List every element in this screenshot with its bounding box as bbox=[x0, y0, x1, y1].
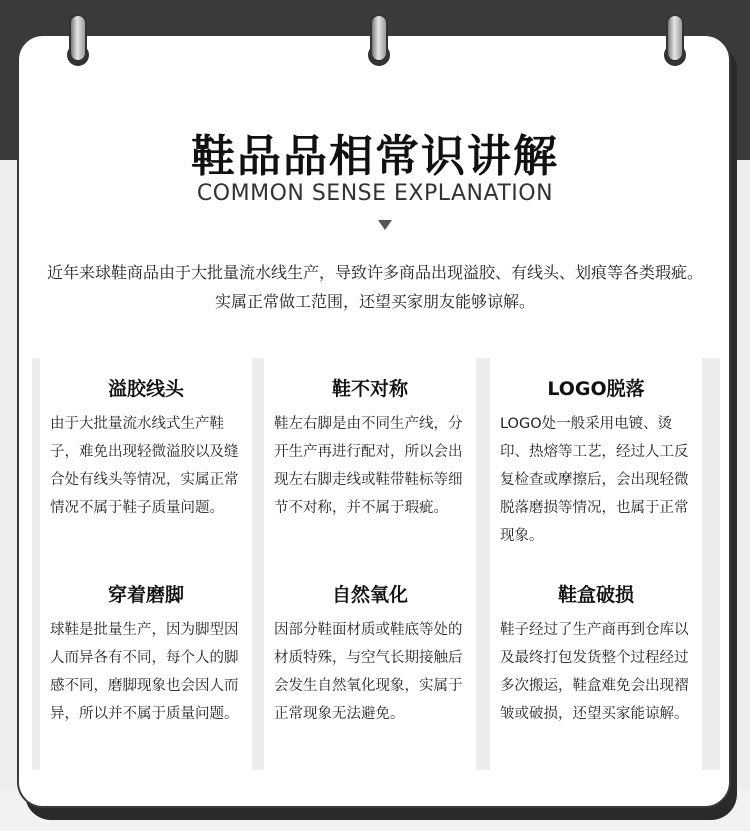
info-cell-body: 鞋子经过了生产商再到仓库以及最终打包发货整个过程经过多次搬运，鞋盒难免会出现褶皱或破损，还望买家能谅解。 bbox=[500, 622, 689, 722]
info-cell bbox=[490, 564, 702, 728]
info-cell bbox=[40, 564, 252, 728]
info-cell-title: LOGO脱落 bbox=[547, 378, 645, 400]
info-column-1 bbox=[40, 358, 252, 770]
info-cell bbox=[264, 358, 476, 522]
info-column-3 bbox=[490, 358, 702, 770]
info-cell-body: 由于大批量流水线式生产鞋子，难免出现轻微溢胶以及缝合处有线头等情况，实属正常情况不属于鞋子质量问题。 bbox=[50, 416, 239, 516]
info-cell bbox=[264, 564, 476, 728]
page-subtitle: COMMON SENSE EXPLANATION bbox=[196, 181, 554, 206]
info-cell bbox=[490, 358, 702, 550]
binder-ring-center-icon bbox=[370, 14, 388, 62]
info-cell-title: 溢胶线头 bbox=[107, 378, 184, 400]
intro-text bbox=[40, 258, 710, 316]
info-cell-title: 自然氧化 bbox=[331, 584, 408, 606]
info-column-2 bbox=[264, 358, 476, 770]
info-cell-title: 鞋不对称 bbox=[331, 378, 408, 400]
info-cell-body: 鞋左右脚是由不同生产线，分开生产再进行配对，所以会出现左右脚走线或鞋带鞋标等细节不对称，并不属于瑕疵。 bbox=[274, 416, 463, 516]
binder-ring-left-icon bbox=[69, 14, 87, 62]
page-title: 鞋品品相常识讲解 bbox=[191, 131, 559, 182]
info-cell-body: 因部分鞋面材质或鞋底等处的材质特殊，与空气长期接触后会发生自然氧化现象，实属于正常现象无法避免。 bbox=[274, 622, 463, 722]
info-cell-body: LOGO处一般采用电镀、烫印、热熔等工艺，经过人工反复检查或摩擦后，会出现轻微脱落磨损等情况，也属于正常现象。 bbox=[500, 416, 689, 544]
intro-line-2: 实属正常做工范围，还望买家朋友能够谅解。 bbox=[214, 292, 535, 311]
info-cell-title: 穿着磨脚 bbox=[107, 584, 184, 606]
info-cell-body: 球鞋是批量生产，因为脚型因人而异各有不同，每个人的脚感不同，磨脚现象也会因人而异，所以并不属于质量问题。 bbox=[50, 622, 239, 722]
binder-ring-right-icon bbox=[666, 14, 684, 62]
triangle-down-icon bbox=[378, 220, 392, 230]
info-cell bbox=[40, 358, 252, 522]
intro-line-1: 近年来球鞋商品由于大批量流水线生产，导致许多商品出现溢胶、有线头、划痕等各类瑕疵。 bbox=[46, 263, 703, 282]
info-cell-title: 鞋盒破损 bbox=[557, 584, 634, 606]
